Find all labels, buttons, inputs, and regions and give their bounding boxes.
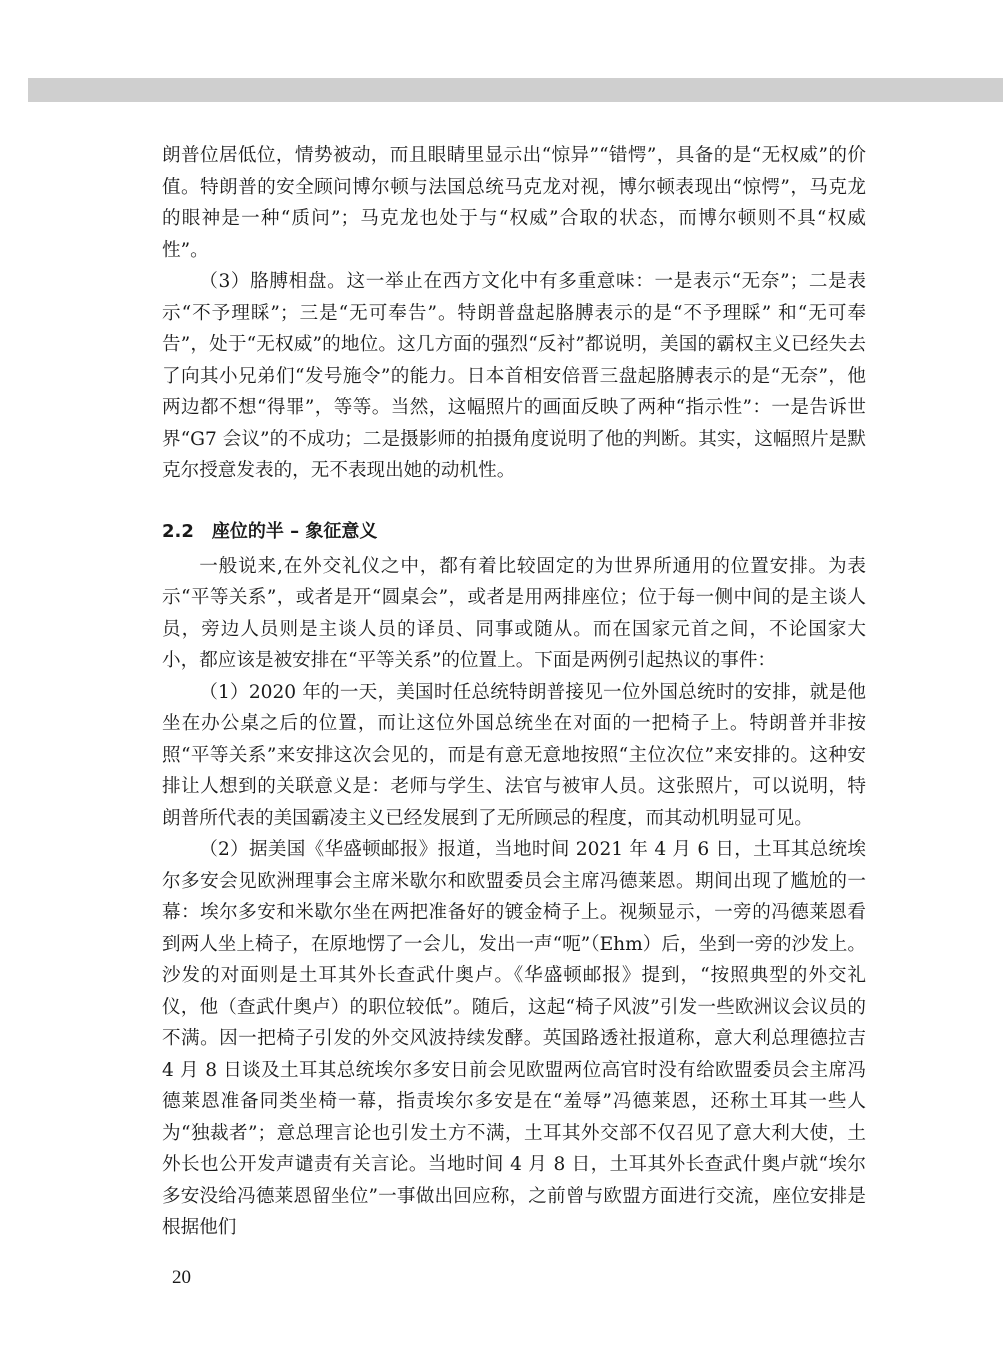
paragraph-example-1: （1）2020 年的一天，美国时任总统特朗普接见一位外国总统时的安排，就是他坐在办公桌之后的位置，而让这位外国总统坐在对面的一把椅子上。特朗普并非按照“平等关系”来安排这次会见的，而是有意无意地按照“主位次位”来安排的。这种安排让人想到的关联意义是：老师与学生、法官与被审人员。这张照片，可以说明，特朗普所代表的美国霸凌主义已经发展到了无所顾忌的程度，而其动机明显可见。 [162,681,866,829]
page-number: 20 [172,1267,191,1288]
paragraph-intro: 一般说来,在外交礼仪之中，都有着比较固定的为世界所通用的位置安排。为表示“平等关系”，或者是开“圆桌会”，或者是用两排座位；位于每一侧中间的是主谈人员，旁边人员则是主谈人员的译员、同事或随从。而在国家元首之间，不论国家大小，都应该是被安排在“平等关系”的位置上。下面是两例引起热议的事件： [162,555,866,671]
section-heading [162,517,866,547]
paragraph-continued: 朗普位居低位，情势被动，而且眼睛里显示出“惊异”“错愕”，具备的是“无权威”的价值。特朗普的安全顾问博尔顿与法国总统马克龙对视，博尔顿表现出“惊愕”，马克龙的眼神是一种“质问”；马克龙也处于与“权威”合取的状态，而博尔顿则不具“权威性”。 [162,145,866,261]
section-number: 2.2 [162,520,194,542]
page-body [162,140,866,1244]
header-band [28,78,1003,102]
paragraph-example-2: （2）据美国《华盛顿邮报》报道，当地时间 2021 年 4 月 6 日，土耳其总统埃尔多安会见欧洲理事会主席米歇尔和欧盟委员会主席冯德莱恩。期间出现了尴尬的一幕：埃尔多安和米歇尔坐在两把准备好的镀金椅子上。视频显示，一旁的冯德莱恩看到两人坐上椅子，在原地愣了一会儿，发出一声“呃”（Ehm）后，坐到一旁的沙发上。沙发的对面则是土耳其外长查武什奥卢。《华盛顿邮报》提到，“按照典型的外交礼仪，他（查武什奥卢）的职位较低”。随后，这起“椅子风波”引发一些欧洲议会议员的不满。因一把椅子引发的外交风波持续发酵。英国路透社报道称，意大利总理德拉吉 4 月 8 日谈及土耳其总统埃尔多安日前会见欧盟两位高官时没有给欧盟委员会主席冯德莱恩准备同类坐椅一幕，指责埃尔多安是在“羞辱”冯德莱恩，还称土耳其一些人为“独裁者”；意总理言论也引发土方不满，土耳其外交部不仅召见了意大利大使，土外长也公开发声谴责有关言论。当地时间 4 月 8 日，土耳其外长查武什奥卢就“埃尔多安没给冯德莱恩留坐位”一事做出回应称，之前曾与欧盟方面进行交流，座位安排是根据他们 [162,839,866,1238]
paragraph-arms-crossed: （3）胳膊相盘。这一举止在西方文化中有多重意味：一是表示“无奈”；二是表示“不予理睬”；三是“无可奉告”。特朗普盘起胳膊表示的是“不予理睬” 和“无可奉告”，处于“无权威”的地位。这几方面的强烈“反衬”都说明，美国的霸权主义已经失去了向其小兄弟们“发号施令”的能力。日本首相安倍晋三盘起胳膊表示的是“无奈”，他两边都不想“得罪”，等等。当然，这幅照片的画面反映了两种“指示性”：一是告诉世界“G7 会议”的不成功；二是摄影师的拍摄角度说明了他的判断。其实，这幅照片是默克尔授意发表的，无不表现出她的动机性。 [162,271,866,481]
section-title: 座位的半 – 象征意义 [211,520,378,542]
